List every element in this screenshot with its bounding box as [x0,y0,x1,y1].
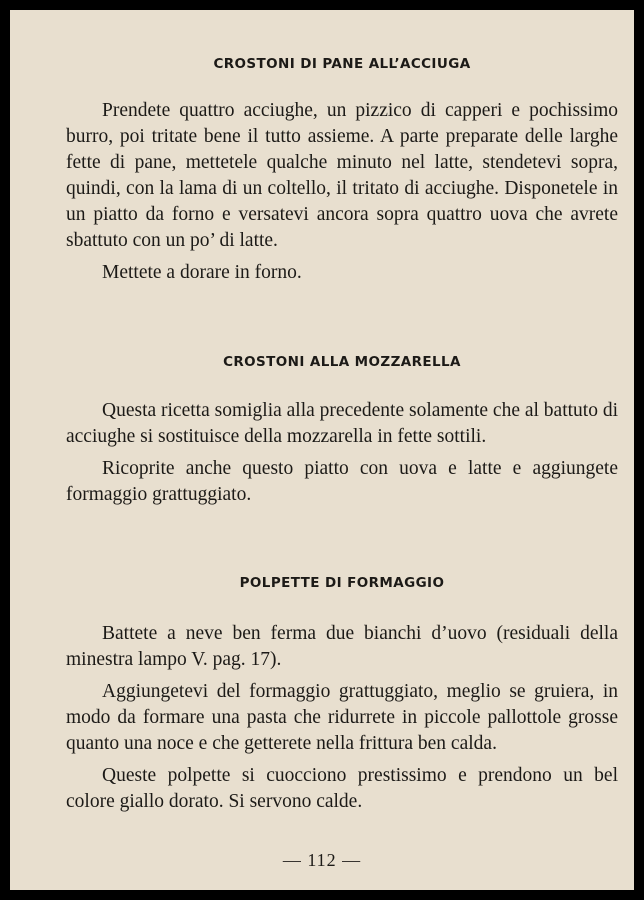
recipe-title: CROSTONI ALLA MOZZARELLA [223,354,461,370]
recipe-paragraph: Queste polpette si cuocciono prestissimo e prendono un bel colore giallo dorato. Si servono calde. [66,765,618,812]
recipe-paragraph: Battete a neve ben ferma due bianchi d’uovo (residuali della minestra lampo V. pag. 17). [66,623,618,670]
recipe-paragraph: Mettete a dorare in forno. [102,262,302,283]
page-number: — 112 — [282,850,362,870]
recipe-paragraph: Ricoprite anche questo piatto con uova e latte e aggiungete formaggio grattuggiato. [66,458,618,505]
recipe-title: POLPETTE DI FORMAGGIO [239,575,445,591]
recipe-polpette-formaggio [66,575,618,821]
recipe-paragraph: Questa ricetta somiglia alla precedente solamente che al battuto di acciughe si sostituisce della mozzarella in fette sottili. [66,400,618,447]
recipe-crostoni-acciuga [66,56,618,292]
book-page [10,10,634,890]
recipe-paragraph: Aggiungetevi del formaggio grattuggiato, meglio se gruiera, in modo da formare una pasta che ridurrete in piccole pallottole grosse quanto una noce e che getterete nella frittura ben calda. [66,681,618,754]
recipe-paragraph: Prendete quattro acciughe, un pizzico di capperi e pochissimo burro, poi tritate bene il tutto assieme. A parte preparate delle larghe fette di pane, mettetele qualche minuto nel latte, stendetevi sopra, quindi, con la lama di un coltello, il tritato di acciughe. Disponetele in un piatto da forno e versatevi ancora sopra quattro uova che avrete sbattuto con un po’ di latte. [66,100,618,251]
recipe-title: CROSTONI DI PANE ALL’ACCIUGA [213,56,471,72]
recipe-crostoni-mozzarella [66,354,618,514]
